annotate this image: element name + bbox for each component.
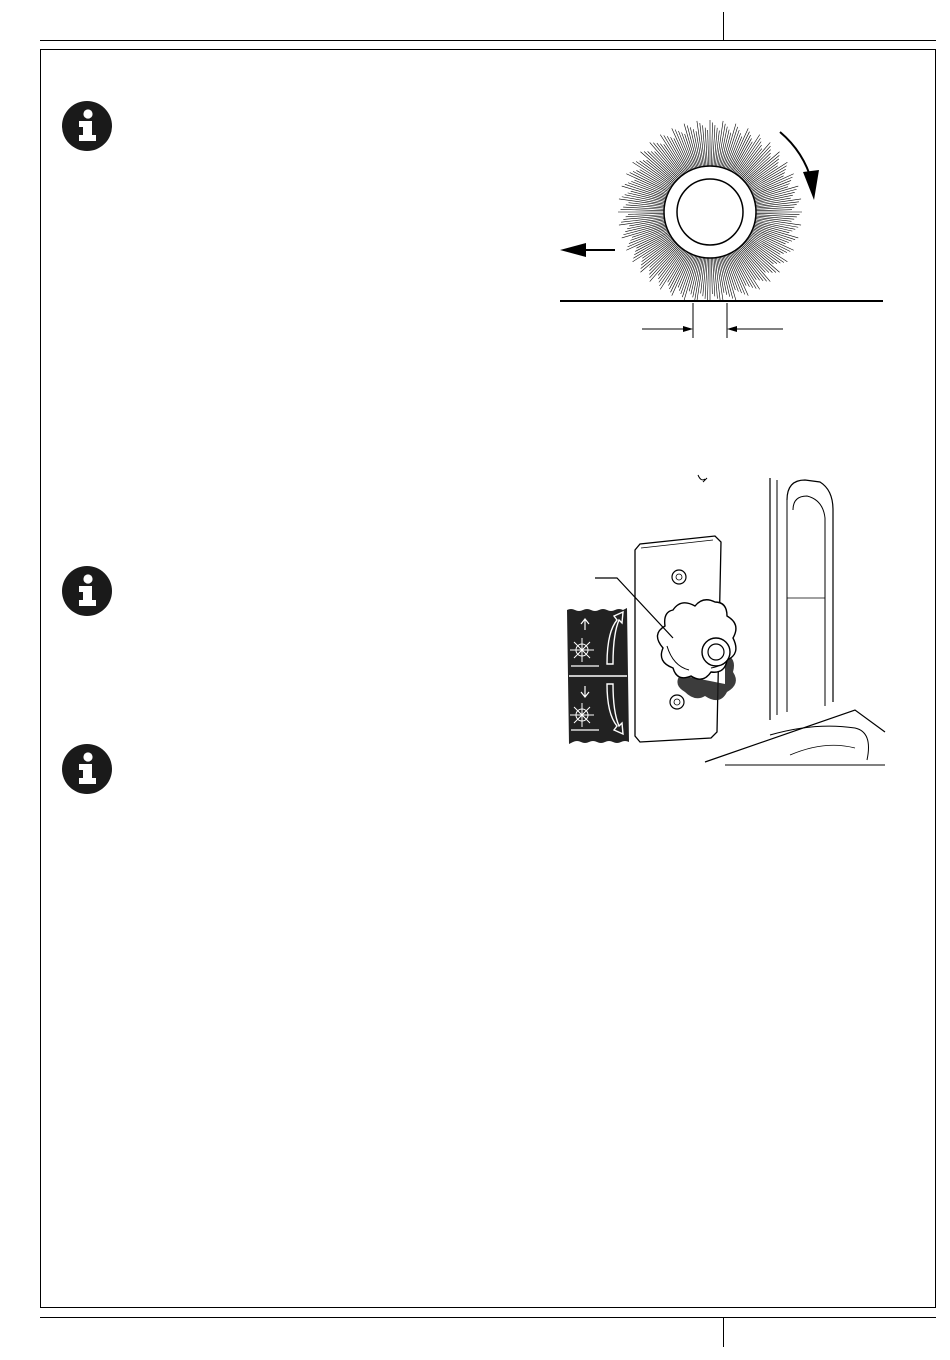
bristle [684,256,697,300]
bristle [648,151,677,180]
height-adjust-knob-diagram [555,470,890,770]
bristle [740,142,770,177]
bristle [719,257,727,295]
brush-hub-inner [677,179,743,245]
header-rule [40,40,936,41]
bristle [756,213,799,214]
bristle [723,124,736,168]
bristle [695,257,702,300]
bristle [745,152,780,182]
bristle [707,258,708,301]
plate-screw-bottom [670,695,684,709]
brush-footprint-diagram [550,110,890,345]
bristle [754,186,798,199]
bristle [743,244,772,273]
bristle [742,150,771,179]
bristle [708,130,709,166]
bristle [650,247,680,282]
bristle [740,247,770,282]
info-icon [61,100,113,152]
info-icon [61,743,113,795]
footer-rule [40,1317,936,1318]
bristle [640,242,675,272]
bristle [650,142,680,177]
bristle [622,225,666,238]
bristle [628,213,664,214]
bristle [711,123,712,166]
bristle [754,225,798,238]
bristle [756,210,792,211]
travel-arrowhead [560,243,586,257]
info-icon [61,565,113,617]
plate-screw-top [672,570,686,584]
rotation-arrowhead [803,170,819,200]
bristle [621,209,664,210]
header-divider [723,12,724,41]
bristle [711,258,712,294]
bristle [755,195,793,203]
bristle [627,221,665,229]
footer-divider [723,1317,724,1347]
bristle [684,124,697,168]
bristle [649,245,678,274]
bristle [640,152,675,182]
bristle [622,186,666,199]
bristle [723,256,736,300]
bristle [693,129,701,167]
bristle [745,242,780,272]
